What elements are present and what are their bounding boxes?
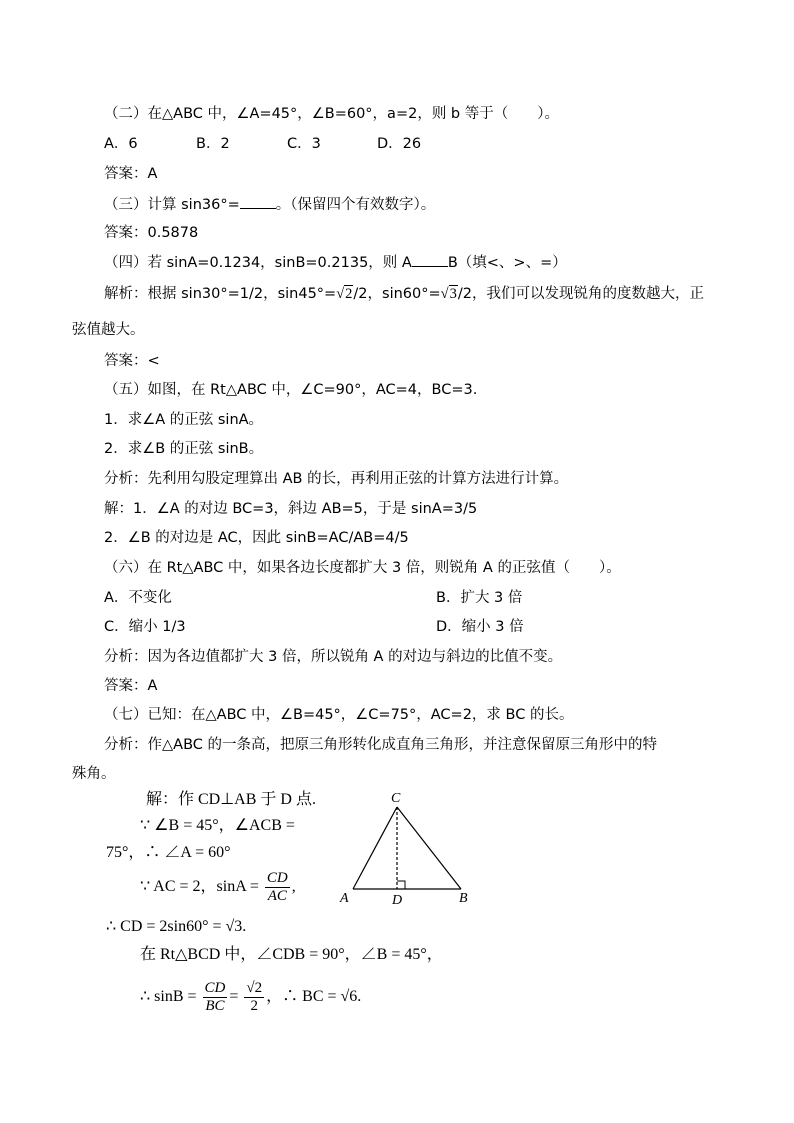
q5-solution-1: 解：1．∠A 的对边 BC=3，斜边 AB=5，于是 sinA=3/5 <box>104 501 478 517</box>
frac1-numerator: CD <box>266 870 288 886</box>
sqrt2-expr: √2 <box>336 286 353 302</box>
q4-stem-post: B（填<、>、=） <box>447 255 567 271</box>
q7-line4-text: ∵ AC = 2，sinA = <box>140 878 259 896</box>
sqrt3-expr: √3 <box>440 286 457 302</box>
q4-stem-pre: （四）若 sinA=0.1234，sinB=0.2135，则 A <box>104 255 412 271</box>
q7-solution-line3: 75°，∴ ∠A = 60° <box>106 844 231 861</box>
q2-option-c: C．3 <box>287 136 321 152</box>
q7-stem: （七）已知：在△ABC 中，∠B=45°，∠C=75°，AC=2，求 BC 的长。 <box>104 707 574 723</box>
frac1-denominator: AC <box>267 888 287 904</box>
q6-analysis: 分析：因为各边值都扩大 3 倍，所以锐角 A 的对边与斜边的比值不变。 <box>104 649 563 665</box>
q2-answer: 答案：A <box>104 166 158 182</box>
q7-solution-line1: 解：作 CD⊥AB 于 D 点. <box>146 791 316 808</box>
label-c: C <box>391 791 401 806</box>
q4-analysis <box>104 284 704 304</box>
q7-solution-line6: 在 Rt△BCD 中，∠CDB = 90°，∠B = 45°， <box>140 946 443 963</box>
sqrt2-radicand: 2 <box>345 286 353 302</box>
q7-line7-post: ，∴ BC = √6. <box>266 988 362 1006</box>
label-b: B <box>459 891 468 906</box>
fraction-cd-over-bc <box>203 980 228 1015</box>
q7-solution-line4: ∵ AC = 2，sinA = $\frac{CD}{AC}$ , <box>140 870 296 904</box>
q2-stem: （二）在△ABC 中，∠A=45°，∠B=60°，a=2，则 b 等于（ ）。 <box>104 106 559 122</box>
q7-solution-line7: ∴ sinB = $\frac{CD}{BC}$ = $\frac{√2}{2}$ ，∴ BC = √6. <box>140 980 362 1014</box>
q4-analysis-continued: 弦值越大。 <box>72 322 145 338</box>
q4-analysis-part3: /2，我们可以发现锐角的度数越大，正 <box>457 286 704 302</box>
triangle-figure <box>335 785 475 910</box>
q6-option-b: B．扩大 3 倍 <box>436 590 523 606</box>
q5-solution-2: 2．∠B 的对边是 AC，因此 sinB=AC/AB=4/5 <box>104 530 409 546</box>
q3-blank[interactable] <box>240 194 276 209</box>
side-cb <box>397 807 461 889</box>
q7-analysis: 分析：作△ABC 的一条高，把原三角形转化成直角三角形，并注意保留原三角形中的特 <box>104 737 657 753</box>
q3-answer: 答案：0.5878 <box>104 225 199 241</box>
frac3-denominator: 2 <box>250 998 259 1014</box>
q7-analysis-continued: 殊角。 <box>72 766 116 782</box>
frac3-numerator: √2 <box>246 980 263 996</box>
q6-stem: （六）在 Rt△ABC 中，如果各边长度都扩大 3 倍，则锐角 A 的正弦值（ ）。 <box>104 560 621 576</box>
frac2-numerator: CD <box>204 980 226 996</box>
q7-line7-text: ∴ sinB = <box>140 988 197 1006</box>
q7-solution-line5: ∴ CD = 2sin60° = √3. <box>106 918 247 935</box>
q3-stem-post: 。（保留四个有效数字）。 <box>275 197 436 213</box>
q5-subquestion-2: 2．求∠B 的正弦 sinB。 <box>104 441 264 457</box>
q2-option-d: D．26 <box>377 136 422 152</box>
label-a: A <box>340 891 349 906</box>
sqrt3-radicand: 3 <box>449 286 457 302</box>
fraction-cd-over-ac <box>265 870 290 905</box>
q4-answer: 答案：< <box>104 353 160 369</box>
side-ac <box>353 807 397 889</box>
q6-answer: 答案：A <box>104 678 158 694</box>
q2-option-a: A．6 <box>104 136 138 152</box>
q2-option-b: B．2 <box>196 136 230 152</box>
q3-stem-pre: （三）计算 sin36°= <box>104 197 240 213</box>
q5-subquestion-1: 1．求∠A 的正弦 sinA。 <box>104 412 264 428</box>
q6-option-a: A．不变化 <box>104 590 172 606</box>
q5-analysis: 分析：先利用勾股定理算出 AB 的长，再利用正弦的计算方法进行计算。 <box>104 471 569 487</box>
q4-analysis-part2: /2，sin60°= <box>353 286 441 302</box>
q6-option-d: D．缩小 3 倍 <box>436 619 524 635</box>
q6-option-c: C．缩小 1/3 <box>104 619 186 635</box>
q4-blank[interactable] <box>412 252 448 267</box>
q4-stem <box>104 252 567 273</box>
label-d: D <box>392 893 403 908</box>
right-angle-mark <box>397 881 405 889</box>
fraction-sqrt2-over-2 <box>244 980 264 1015</box>
frac2-denominator: BC <box>205 998 225 1014</box>
q4-analysis-part1: 解析：根据 sin30°=1/2，sin45°= <box>104 286 337 302</box>
q5-stem: （五）如图，在 Rt△ABC 中，∠C=90°，AC=4，BC=3. <box>104 382 478 398</box>
q7-solution-line2: ∵ ∠B = 45°，∠ACB = <box>140 817 295 834</box>
q3-stem <box>104 194 435 215</box>
